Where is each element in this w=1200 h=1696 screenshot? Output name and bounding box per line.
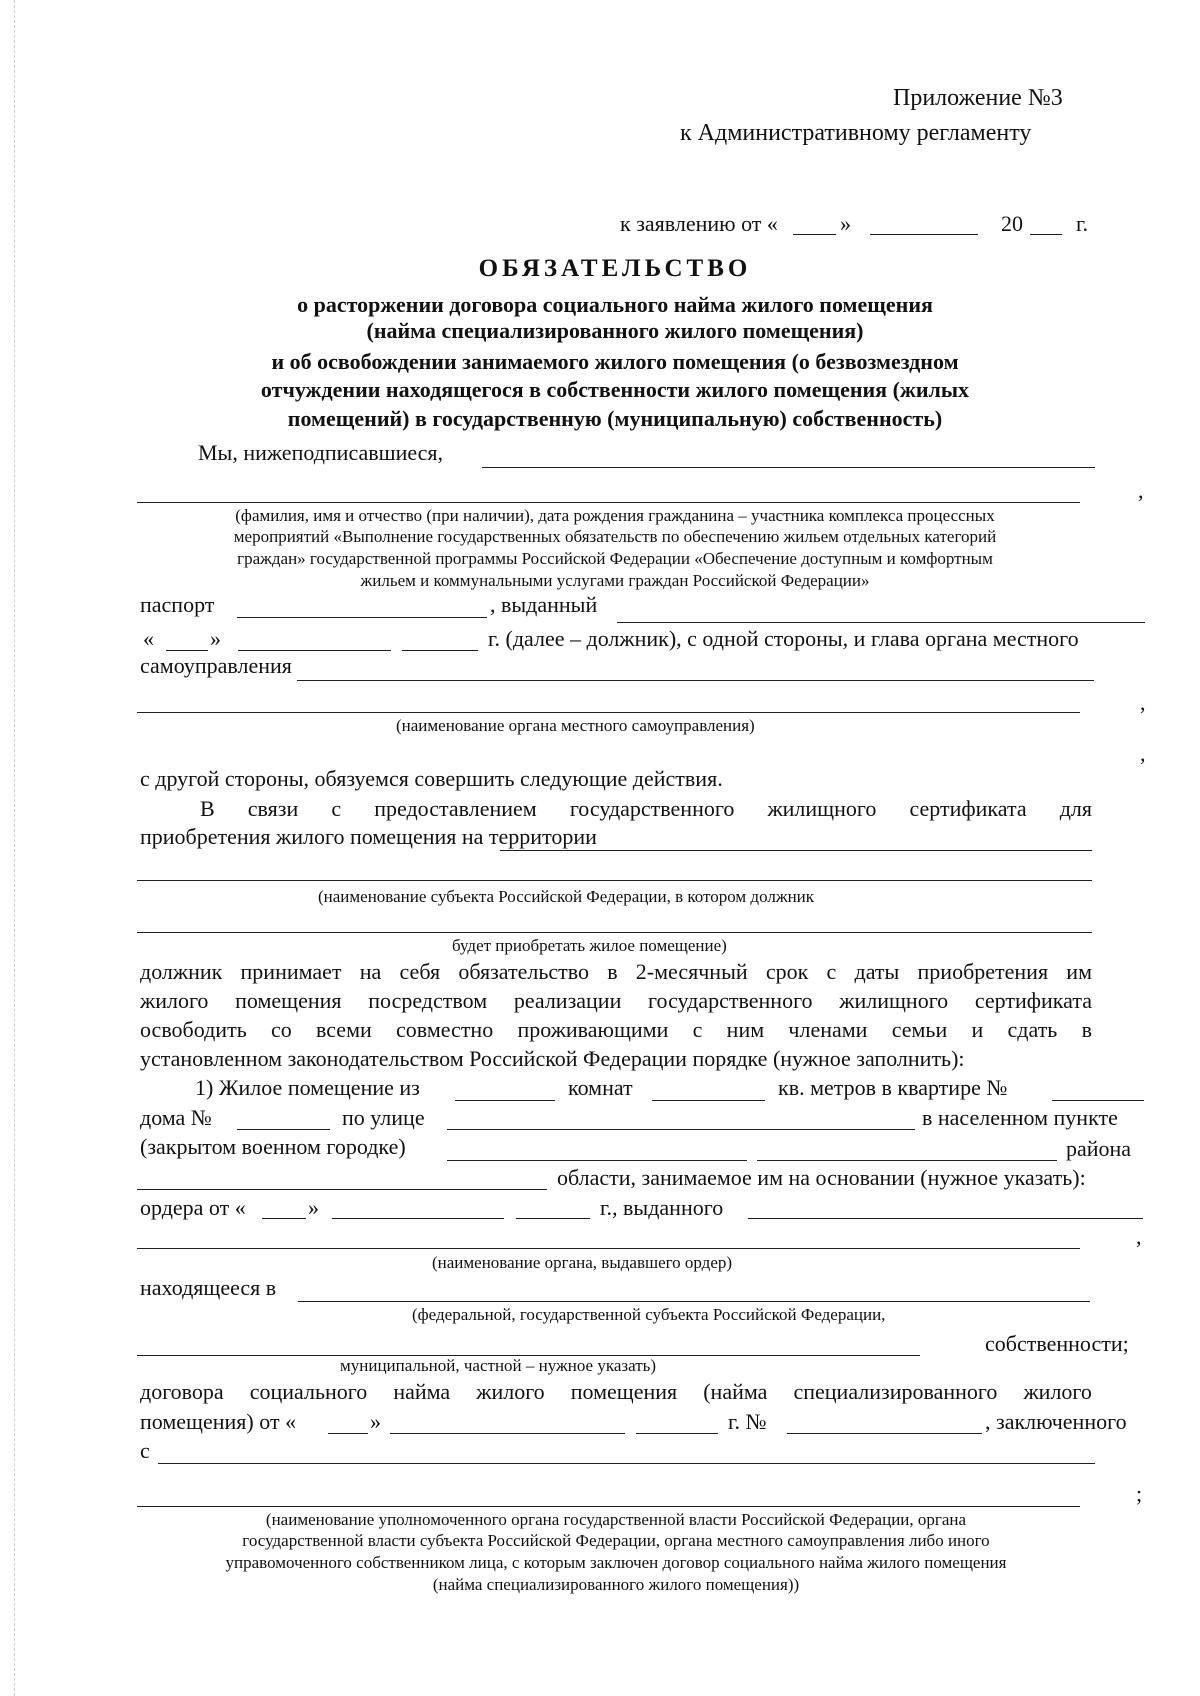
debtor-line: г. (далее – должник), с одной стороны, и глава органа местного	[488, 626, 1079, 651]
order-caption: (наименование органа, выдавшего ордер)	[432, 1253, 733, 1272]
signatory-field[interactable]	[482, 467, 1095, 468]
contract-number-field[interactable]	[787, 1433, 982, 1434]
region-basis-label: области, занимаемое им на основании (нужное указать):	[557, 1165, 1086, 1190]
statement-year-prefix: 20	[1001, 211, 1023, 236]
with-label: с	[140, 1438, 150, 1463]
settlement-label: в населенном пункте	[922, 1105, 1118, 1130]
authority-caption-4: (найма специализированного жилого помещения))	[432, 1575, 800, 1594]
semicolon: ;	[1136, 1481, 1143, 1506]
word: жилого	[476, 1379, 545, 1404]
item1-start: 1) Жилое помещение из	[195, 1075, 420, 1100]
self-government-field[interactable]	[297, 680, 1094, 681]
passport-year-field[interactable]	[402, 650, 478, 651]
passport-label: паспорт	[140, 592, 215, 617]
title-line-5: помещений) в государственную (муниципальную) собственность)	[287, 406, 943, 431]
fio-caption-4: жильем и коммунальными услугами граждан Российской Федерации»	[360, 571, 870, 590]
authority-caption-1: (наименование уполномоченного органа государственной власти Российской Федерации, органа	[265, 1510, 967, 1529]
contract-line	[140, 1381, 1092, 1403]
street-field[interactable]	[447, 1129, 915, 1130]
comma-4: ,	[1136, 1224, 1142, 1249]
contract-from-label: помещения) от «	[140, 1409, 297, 1434]
obligation-line-4: установленном законодательством Российской Федерации порядке (нужное заполнить):	[140, 1046, 965, 1071]
authority-caption-2: государственной власти субъекта Российской Федерации, органа местного самоуправления либо иного	[242, 1531, 990, 1550]
passport-date-quote-close: »	[210, 626, 221, 651]
word: жилого	[1023, 1379, 1092, 1404]
ownership-word: собственности;	[985, 1331, 1129, 1356]
statement-year-field[interactable]	[1030, 234, 1062, 235]
passport-month-field[interactable]	[238, 650, 391, 651]
word: сертификата	[909, 796, 1027, 821]
acquire-territory-label: приобретения жилого помещения на территории	[140, 824, 597, 849]
ownership-caption-1: (федеральной, государственной субъекта Российской Федерации,	[412, 1305, 886, 1324]
self-government-caption: (наименование органа местного самоуправления)	[396, 716, 755, 735]
title-line-4: отчуждении находящегося в собственности жилого помещения (жилых	[260, 377, 970, 402]
contract-number-label: г. №	[728, 1409, 767, 1434]
subject-caption-2: будет приобретать жилое помещение)	[452, 936, 727, 955]
obligation-line-1: должник принимает на себя обязательство в 2-месячный срок с даты приобретения им	[140, 959, 1092, 984]
rooms-label: комнат	[568, 1075, 633, 1100]
order-month-field[interactable]	[332, 1218, 504, 1219]
obligation-line-2: жилого помещения посредством реализации государственного жилищного сертификата	[140, 988, 1092, 1013]
fio-caption-3: граждан» государственной программы Российской Федерации «Обеспечение доступным и комфортным	[237, 549, 993, 568]
statement-year-suffix: г.	[1076, 211, 1089, 236]
reglament-reference: к Административному регламенту	[680, 120, 1032, 146]
contract-quote-close: »	[370, 1409, 381, 1434]
title-line-1: о расторжении договора социального найма жилого помещения	[297, 292, 933, 317]
word: найма	[393, 1379, 451, 1404]
word: жилищного	[767, 796, 877, 821]
word: специализированного	[793, 1379, 998, 1404]
statement-date-quote: »	[840, 211, 851, 236]
title-line-3: и об освобождении занимаемого жилого помещения (о безвозмездном	[271, 349, 959, 374]
statement-date-prefix: к заявлению от «	[620, 211, 778, 236]
district-label: района	[1066, 1136, 1132, 1161]
self-government-field-2[interactable]	[137, 712, 1080, 713]
sqm-apartment-label: кв. метров в квартире №	[778, 1075, 1008, 1100]
house-label: дома №	[140, 1105, 212, 1130]
contract-year-field[interactable]	[636, 1433, 718, 1434]
ownership-caption-2: муниципальной, частной – нужное указать)	[340, 1356, 657, 1375]
concluded-label: , заключенного	[985, 1409, 1127, 1434]
year-issued-label: г., выданного	[600, 1195, 724, 1220]
house-number-field[interactable]	[237, 1129, 330, 1130]
statement-month-field[interactable]	[870, 234, 978, 235]
word: с	[331, 796, 342, 821]
region-field[interactable]	[137, 1189, 547, 1190]
military-town-label: (закрытом военном городке)	[140, 1134, 406, 1159]
passport-date-quote-open: «	[143, 626, 154, 651]
word: помещения	[570, 1379, 678, 1404]
word: для	[1059, 796, 1092, 821]
order-from-label: ордера от «	[140, 1195, 246, 1220]
word: предоставлением	[374, 796, 537, 821]
street-label: по улице	[342, 1105, 425, 1130]
area-field[interactable]	[652, 1100, 765, 1101]
ownership-field[interactable]	[298, 1301, 1090, 1302]
district-field[interactable]	[757, 1160, 1057, 1161]
obligation-line-3: освободить со всеми совместно проживающими с ним членами семьи и сдать в	[140, 1017, 1092, 1042]
authority-field[interactable]	[158, 1463, 1095, 1464]
passport-number-field[interactable]	[237, 617, 487, 618]
apartment-number-field[interactable]	[1052, 1100, 1144, 1101]
word: В	[200, 796, 215, 821]
order-issuer-field[interactable]	[748, 1218, 1143, 1219]
word: социального	[249, 1379, 368, 1404]
comma-3: ,	[1140, 741, 1146, 766]
word: связи	[247, 796, 299, 821]
scan-edge	[14, 0, 15, 1696]
rooms-count-field[interactable]	[455, 1100, 555, 1101]
fio-caption-2: мероприятий «Выполнение государственных обязательств по обеспечению жильем отдельных категорий	[233, 527, 997, 546]
passport-issuer-field[interactable]	[617, 622, 1145, 623]
settlement-field[interactable]	[447, 1160, 747, 1161]
passport-day-field[interactable]	[166, 650, 208, 651]
document-title: ОБЯЗАТЕЛЬСТВО	[478, 255, 752, 282]
comma-1: ,	[1138, 478, 1144, 503]
authority-caption-3: управомоченного собственником лица, с которым заключен договор социального найма жилого помещения	[225, 1553, 1007, 1572]
fio-caption-1: (фамилия, имя и отчество (при наличии), дата рождения гражданина – участника комплекса процессных	[235, 506, 995, 525]
signatory-field-2[interactable]	[137, 502, 1080, 503]
other-side-text: с другой стороны, обязуемся совершить следующие действия.	[140, 766, 723, 791]
issued-label: , выданный	[490, 592, 598, 617]
self-government-label: самоуправления	[140, 653, 292, 678]
subject-caption-1: (наименование субъекта Российской Федерации, в котором должник	[318, 887, 815, 906]
located-in-label: находящееся в	[140, 1275, 277, 1300]
signatories-label: Мы, нижеподписавшиеся,	[198, 440, 444, 465]
comma-2: ,	[1140, 690, 1146, 715]
order-day-field[interactable]	[262, 1218, 306, 1219]
order-issuer-field-2[interactable]	[137, 1248, 1080, 1249]
order-quote-close: »	[308, 1195, 319, 1220]
in-connection-line	[200, 798, 1092, 820]
subject-field[interactable]	[137, 932, 1092, 933]
order-year-field[interactable]	[516, 1218, 590, 1219]
contract-month-field[interactable]	[390, 1433, 625, 1434]
territory-field-2[interactable]	[137, 880, 1092, 881]
statement-day-field[interactable]	[793, 234, 836, 235]
territory-field[interactable]	[500, 850, 1092, 851]
word: (найма	[703, 1379, 768, 1404]
title-line-2: (найма специализированного жилого помещения)	[366, 318, 864, 343]
appendix-number: Приложение №3	[893, 85, 1063, 111]
authority-field-2[interactable]	[137, 1506, 1080, 1507]
contract-day-field[interactable]	[328, 1433, 368, 1434]
word: государственного	[569, 796, 735, 821]
word: договора	[140, 1379, 224, 1404]
